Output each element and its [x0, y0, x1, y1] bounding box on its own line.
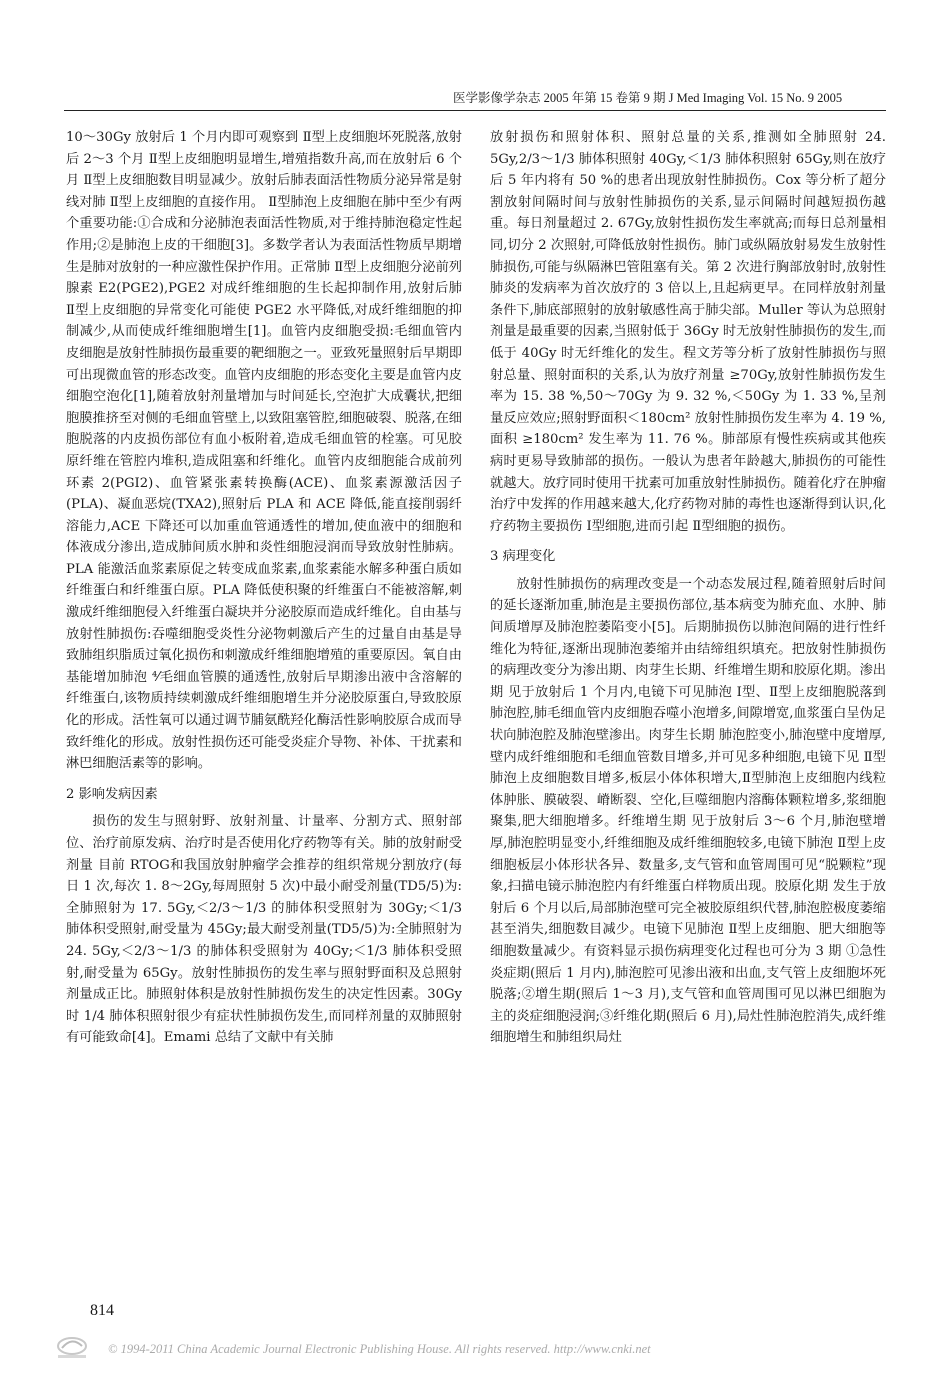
copyright-footer: © 1994-2011 China Academic Journal Electronic Publishing House. All rights reserved. http://www.cnki.net [108, 1342, 651, 1356]
section-heading: 3 病理变化 [490, 549, 556, 565]
body-paragraph: 放射损伤和照射体积、照射总量的关系,推测如全肺照射 24. 5Gy,2/3～1/3 肺体积照射 40Gy,＜1/3 肺体积照射 65Gy,则在放疗后 5 年内将有 50 %的患者出现放射性肺损伤。Cox 等分析了超分割放射间隔时间与放射性肺损伤的关系,显示间隔时间越短损伤越重。每日剂量超过 2. 67Gy,放射性损伤发生率就高;而每日总剂量相同,切分 2 次照射,可降低放射性损伤。肺门或纵隔放射易发生放射性肺损伤,可能与纵隔淋巴管阻塞有关。第 2 次进行胸部放射时,放射性肺炎的发病率为首次放疗的 3 倍以上,且起病更早。在同样放射剂量条件下,肺底部照射的放射敏感性高于肺尖部。Muller 等认为总照射剂量是最重要的因素,当照射低于 36Gy 时无放射性肺损伤的发生,而低于 40Gy 时无纤维化的发生。程文芳等分析了放射性肺损伤与照射总量、照射面积的关系,认为放疗剂量 ≥70Gy,放射性肺损伤发生率为 15. 38 %,50～70Gy 为 9. 32 %,＜50Gy 为 1. 33 %,呈剂量反应效应;照射野面积＜180cm² 放射性肺损伤发生率为 4. 19 %,面积 ≥180cm² 发生率为 11. 76 %。肺部原有慢性疾病或其他疾病时更易导致肺部的损伤。一般认为患者年龄越大,肺损伤的可能性就越大。放疗同时使用干扰素可加重放射性肺损伤。随着化疗在肿瘤治疗中发挥的作用越来越大,化疗药物对肺的毒性也逐渐得到认识,化疗药物主要损伤 Ⅰ型细胞,进而引起 Ⅱ型细胞的损伤。 [490, 130, 886, 534]
header-rule [64, 110, 886, 111]
cnki-logo-icon [52, 1334, 92, 1360]
right-column [490, 127, 886, 1049]
section-heading: 2 影响发病因素 [66, 786, 158, 802]
body-paragraph: 损伤的发生与照射野、放射剂量、计量率、分割方式、照射部位、治疗前原发病、治疗时是否使用化疗药物等有关。肺的放射耐受剂量 目前 RTOG和我国放射肿瘤学会推荐的组织常规分割放疗(每日 1 次,每次 1. 8～2Gy,每周照射 5 次)中最小耐受剂量(TD5/5)为:全肺照射为 17. 5Gy,＜2/3～1/3 的肺体积受照射为 30Gy;＜1/3 肺体积受照射,耐受量为 45Gy;最大耐受剂量(TD5/5)为:全肺照射为 24. 5Gy,＜2/3～1/3 的肺体积受照射为 40Gy;＜1/3 肺体积受照射,耐受量为 65Gy。放射性肺损伤的发生率与照射野面积及总照射剂量成正比。肺照射体积是放射性肺损伤发生的决定性因素。30Gy 时 1/4 肺体积照射很少有症状性肺损伤发生,而同样剂量的双肺照射有可能致命[4]。Emami 总结了文献中有关肺 [66, 814, 462, 1046]
running-header: 医学影像学杂志 2005 年第 15 卷第 9 期 J Med Imaging Vol. 15 No. 9 2005 [453, 91, 843, 105]
left-column [66, 127, 462, 1049]
body-paragraph: 放射性肺损伤的病理改变是一个动态发展过程,随着照射后时间的延长逐渐加重,肺泡是主要损伤部位,基本病变为肺充血、水肿、肺间质增厚及肺泡腔萎陷变小[5]。后期肺损伤以肺泡间隔的进行性纤维化为特征,逐渐出现肺泡萎缩并由结缔组织填充。把放射性肺损伤的病理改变分为渗出期、肉芽生长期、纤维增生期和胶原化期。渗出期 见于放射后 1 个月内,电镜下可见肺泡 Ⅰ型、Ⅱ型上皮细胞脱落到肺泡腔,肺毛细血管内皮细胞吞噬小泡增多,间隙增宽,血浆蛋白呈伪足状向肺泡腔及肺泡壁渗出。肉芽生长期 肺泡腔变小,肺泡壁中度增厚,壁内成纤维细胞和毛细血管数目增多,并可见多种细胞,电镜下见 Ⅱ型肺泡上皮细胞数目增多,板层小体体积增大,Ⅱ型肺泡上皮细胞内线粒体肿胀、膜破裂、嵴断裂、空化,巨噬细胞内溶酶体颗粒增多,浆细胞聚集,肥大细胞增多。纤维增生期 见于放射后 3～6 个月,肺泡壁增厚,肺泡腔明显变小,纤维细胞及成纤维细胞较多,电镜下肺泡 Ⅱ型上皮细胞板层小体形状各异、数量多,支气管和血管周围可见“脱颗粒”现象,扫描电镜示肺泡腔内有纤维蛋白样物质出现。胶原化期 发生于放射后 6 个月以后,局部肺泡壁可完全被胶原组织代替,肺泡腔极度萎缩甚至消失,细胞数目减少。电镜下见肺泡 Ⅱ型上皮细胞、肥大细胞等细胞数量减少。有资料显示损伤病理变化过程也可分为 3 期 ①急性炎症期(照后 1 月内),肺泡腔可见渗出液和出血,支气管上皮细胞坏死脱落;②增生期(照后 1～3 月),支气管和血管周围可见以淋巴细胞为主的炎症细胞浸润;③纤维化期(照后 6 月),局灶性肺泡腔消失,成纤维细胞增生和肺组织局灶 [490, 576, 886, 1046]
page-number: 814 [90, 1302, 114, 1319]
body-paragraph: 10～30Gy 放射后 1 个月内即可观察到 Ⅱ型上皮细胞坏死脱落,放射后 2～3 个月 Ⅱ型上皮细胞明显增生,增殖指数升高,而在放射后 6 个月 Ⅱ型上皮细胞数目明显减少。放射后肺表面活性物质分泌异常是射线对肺 Ⅱ型上皮细胞的直接作用。 Ⅱ型肺泡上皮细胞在肺中至少有两个重要功能:①合成和分泌肺泡表面活性物质,对于维持肺泡稳定性起作用;②是肺泡上皮的干细胞[3]。多数学者认为表面活性物质早期增生是肺对放射的一种应激性保护作用。正常肺 Ⅱ型上皮细胞分泌前列腺素 E2(PGE2),PGE2 对成纤维细胞的生长起抑制作用,放射后肺 Ⅱ型上皮细胞的异常变化可能使 PGE2 水平降低,对成纤维细胞的抑制减少,从而使成纤维细胞增生[1]。血管内皮细胞受损:毛细血管内皮细胞是放射性肺损伤最重要的靶细胞之一。亚致死量照射后早期即可出现微血管的形态改变。血管内皮细胞的形态变化主要是血管内皮细胞空泡化[1],随着放射剂量增加与时间延长,空泡扩大成囊状,把细胞膜推挤至对侧的毛细血管壁上,以致阻塞管腔,细胞破裂、脱落,在细胞脱落的内皮损伤部位有血小板附着,造成毛细血管的栓塞。可见胶原纤维在管腔内堆积,造成阻塞和纤维化。血管内皮细胞能合成前列环素 2(PGI2)、血管紧张素转换酶(ACE)、血浆素源激活因子(PLA)、凝血恶烷(TXA2),照射后 PLA 和 ACE 降低,能直接削弱纤溶能力,ACE 下降还可以加重血管通透性的增加,使血液中的细胞和体液成分渗出,造成肺间质水肿和炎性细胞浸润而导致放射性肺病。PLA 能激活血浆素原促之转变成血浆素,血浆素能水解多种蛋白质如纤维蛋白和纤维蛋白原。PLA 降低使积聚的纤维蛋白不能被溶解,刺激成纤维细胞侵入纤维蛋白凝块并分泌胶原而造成纤维化。自由基与放射性肺损伤:吞噬细胞受炎性分泌物刺激后产生的过量自由基是导致肺组织脂质过氧化损伤和刺激成纤维细胞增殖的重要原因。氧自由基能增加肺泡 ⁴⁄毛细血管膜的通透性,放射后早期渗出液中含溶解的纤维蛋白,该物质持续刺激成纤维细胞增生并分泌胶原蛋白,导致胶原化的形成。活性氧可以通过调节脯氨酰羟化酶活性影响胶原合成而导致纤维化的形成。放射性损伤还可能受炎症介导物、补体、干扰素和淋巴细胞活素等的影响。 [66, 130, 462, 772]
